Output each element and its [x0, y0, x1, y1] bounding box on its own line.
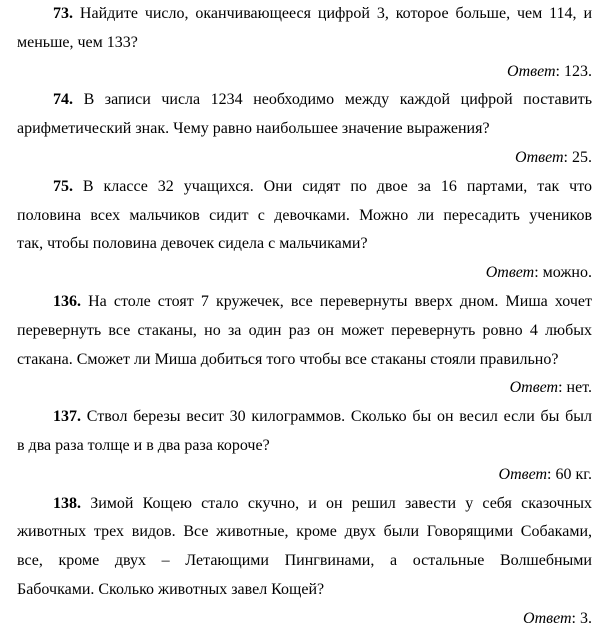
problem-number: 74. — [53, 91, 73, 109]
problem-text-line: перевернуть все стаканы, но за один раз он может перевернуть ровно 4 любых — [17, 321, 592, 339]
problem-text-line: меньше, чем 133? — [17, 33, 138, 51]
problem-text-line — [17, 288, 592, 317]
answer-label: Ответ — [498, 465, 548, 483]
problem-text-line: стакана. Сможет ли Миша добиться того чтобы все стаканы стояли правильно? — [17, 350, 559, 368]
problem-text-line — [17, 173, 592, 202]
answer-value: : нет. — [558, 379, 592, 397]
problem-137 — [17, 403, 592, 489]
problem-answer — [17, 259, 592, 288]
problem-text-line: животных трех видов. Все животные, кроме двух были Говорящими Собаками, — [17, 523, 592, 541]
answer-label: Ответ — [515, 148, 564, 166]
problem-number: 73. — [53, 5, 73, 22]
problem-answer — [17, 374, 592, 403]
problem-138 — [17, 490, 592, 634]
problem-74 — [17, 86, 592, 172]
problem-text: Найдите число, оканчивающееся цифрой 3, которое больше, чем 114, и — [79, 5, 592, 22]
problem-number: 138. — [53, 494, 81, 512]
problem-text-line: все, кроме двух – Летающими Пингвинами, а остальные Волшебными — [17, 552, 592, 570]
problem-answer — [17, 144, 592, 173]
problem-text-line: половина всех мальчиков сидит с девочками. Можно ли пересадить учеников — [17, 206, 592, 224]
problem-answer — [17, 58, 592, 87]
problem-text-line: в два раза толще и в два раза короче? — [17, 436, 270, 454]
answer-value: : 3. — [571, 609, 592, 627]
problem-answer — [17, 605, 592, 634]
problem-number: 137. — [53, 408, 81, 426]
problem-text-line — [17, 490, 592, 519]
problem-answer — [17, 461, 592, 490]
problem-text: Ствол березы весит 30 килограммов. Сколько бы он весил если бы был — [86, 408, 592, 426]
problem-text: В записи числа 1234 необходимо между каждой цифрой поставить — [83, 91, 592, 109]
problem-136 — [17, 288, 592, 403]
problem-text: Зимой Кощею стало скучно, и он решил завести у себя сказочных — [90, 494, 592, 512]
problem-number: 136. — [53, 292, 81, 310]
problem-text-line — [17, 0, 592, 29]
problem-text: На столе стоят 7 кружечек, все перевернуты вверх дном. Миша хочет — [88, 292, 592, 310]
answer-value: : 123. — [555, 62, 592, 80]
problem-text-line — [17, 403, 592, 432]
answer-label: Ответ — [509, 379, 559, 397]
answer-label: Ответ — [523, 609, 572, 627]
problem-text-line: так, чтобы половина девочек сидела с мальчиками? — [17, 235, 368, 253]
problem-text: В классе 32 учащихся. Они сидят по двое за 16 партами, так что — [82, 177, 592, 195]
answer-value: : 60 кг. — [547, 465, 592, 483]
problem-75 — [17, 173, 592, 288]
problem-text-line — [17, 86, 592, 115]
problem-73 — [17, 0, 592, 86]
answer-label: Ответ — [507, 62, 556, 80]
answer-value: : можно. — [534, 264, 592, 282]
problem-sheet — [17, 0, 592, 634]
problem-text-line: Бабочками. Сколько животных завел Кощей? — [17, 580, 325, 598]
problem-text-line: арифметический знак. Чему равно наибольшее значение выражения? — [17, 120, 490, 138]
answer-value: : 25. — [563, 148, 592, 166]
problem-number: 75. — [53, 177, 73, 195]
answer-label: Ответ — [485, 264, 535, 282]
